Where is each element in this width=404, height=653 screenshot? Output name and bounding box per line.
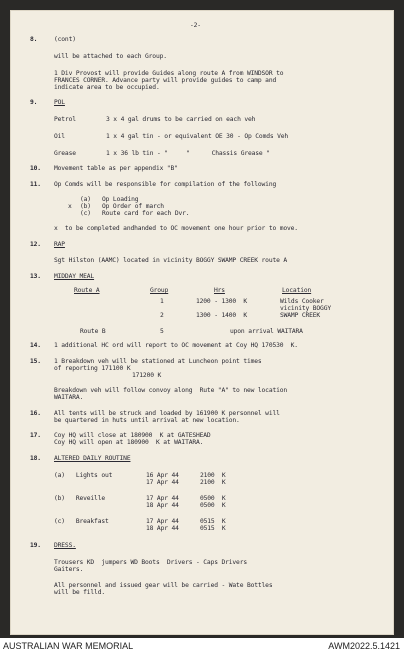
footer-institution: AUSTRALIAN WAR MEMORIAL — [3, 641, 134, 651]
section-17-line: Coy HQ will open at 180900 K at WAITARA. — [54, 439, 204, 446]
section-8-para-line: indicate area to be occupied. — [54, 84, 160, 91]
routine-time: 0500 K — [200, 495, 226, 502]
section-14-number: 14. — [30, 342, 41, 349]
routine-b-label: (b) Reveille — [54, 495, 105, 502]
meal-row-group: 2 — [160, 312, 164, 319]
section-19-line: Trousers KD jumpers WD Boots Drivers - Caps Drivers — [54, 559, 247, 566]
page-number: -2- — [190, 22, 201, 29]
meal-row-group: 1 — [160, 298, 164, 305]
section-9-heading: POL — [54, 99, 65, 106]
section-15-line: 1 Breakdown veh will be stationed at Luncheon point times — [54, 358, 262, 365]
section-18-heading: ALTERED DAILY ROUTINE — [54, 455, 131, 462]
routine-date: 17 Apr 44 — [146, 479, 179, 486]
meal-route-b: Route B — [80, 328, 106, 335]
section-16-line: All tents will be struck and loaded by 161900 K personnel will — [54, 410, 280, 417]
section-15-line: 171200 K — [132, 372, 162, 379]
section-8-para-line: FRANCES CORNER. Advance party will provide guides to camp and — [54, 77, 277, 84]
section-11-c-text: Route card for each Dvr. — [102, 210, 190, 217]
section-11-x-mark: x — [68, 203, 72, 210]
meal-row-location: vicinity BOGGY — [280, 305, 331, 312]
meal-header-hrs: Hrs — [214, 287, 225, 294]
section-11-a-text: Op Loading — [102, 196, 139, 203]
meal-row-location: upon arrival WAITARA — [230, 328, 303, 335]
section-8-heading: (cont) — [54, 36, 76, 43]
routine-time: 0515 K — [200, 518, 226, 525]
section-10-text: Movement table as per appendix "B" — [54, 165, 178, 172]
section-12-text: Sgt Hilston (AAMC) located in vicinity BOGGY SWAMP CREEK route A — [54, 257, 288, 264]
footer-accession-number: AWM2022.5.1421 — [328, 641, 400, 651]
petrol-text: 3 x 4 gal drums to be carried on each veh — [106, 116, 256, 123]
meal-row-location: Wilds Cooker — [280, 298, 324, 305]
meal-header-location: Location — [282, 287, 312, 294]
section-8-number: 8. — [30, 36, 38, 43]
routine-time: 2100 K — [200, 479, 226, 486]
meal-header-group: Group — [150, 287, 169, 294]
grease-text: 1 x 36 lb tin - " " Chassis Grease " — [106, 150, 270, 157]
petrol-label: Petrol — [54, 116, 76, 123]
meal-header-route: Route A — [74, 287, 100, 294]
section-11-note: x to be completed andhanded to OC movement one hour prior to move. — [54, 225, 298, 232]
section-17-number: 17. — [30, 432, 41, 439]
section-19-line: will be filld. — [54, 589, 105, 596]
section-19-number: 19. — [30, 542, 41, 549]
section-15-line: WAITARA. — [54, 394, 84, 401]
routine-date: 18 Apr 44 — [146, 502, 179, 509]
routine-time: 0500 K — [200, 502, 226, 509]
meal-row-group: 5 — [160, 328, 164, 335]
oil-text: 1 x 4 gal tin - or equivalent OE 30 - Op Comds Veh — [106, 133, 289, 140]
section-16-line: be quartered in huts until arrival at new location. — [54, 417, 240, 424]
section-11-a-label: (a) — [80, 196, 91, 203]
archive-footer — [0, 638, 404, 653]
routine-time: 2100 K — [200, 472, 226, 479]
routine-date: 18 Apr 44 — [146, 525, 179, 532]
section-18-number: 18. — [30, 455, 41, 462]
section-11-b-text: Op Order of march — [102, 203, 164, 210]
section-19-line: Gaiters. — [54, 566, 84, 573]
section-16-number: 16. — [30, 410, 41, 417]
routine-date: 17 Apr 44 — [146, 518, 179, 525]
section-12-heading: RAP — [54, 241, 65, 248]
section-9-number: 9. — [30, 99, 38, 106]
section-11-c-label: (c) — [80, 210, 91, 217]
routine-c-label: (c) Breakfast — [54, 518, 109, 525]
routine-date: 16 Apr 44 — [146, 472, 179, 479]
section-19-line: All personnel and issued gear will be carried - Wate Bottles — [54, 582, 273, 589]
meal-row-location: SWAMP CREEK — [280, 312, 321, 319]
section-10-number: 10. — [30, 165, 41, 172]
section-11-b-label: (b) — [80, 203, 91, 210]
section-13-heading: MIDDAY MEAL — [54, 273, 95, 280]
document-page — [10, 10, 394, 635]
section-11-text: Op Comds will be responsible for compilation of the following — [54, 181, 277, 188]
routine-time: 0515 K — [200, 525, 226, 532]
grease-label: Grease — [54, 150, 76, 157]
section-15-line: of reporting 171100 K — [54, 365, 131, 372]
section-11-number: 11. — [30, 181, 41, 188]
oil-label: Oil — [54, 133, 65, 140]
meal-row-hrs: 1300 - 1400 K — [196, 312, 247, 319]
meal-row-hrs: 1200 - 1300 K — [196, 298, 247, 305]
section-15-line: Breakdown veh will follow convoy along Rute "A" to new location — [54, 387, 288, 394]
section-14-text: 1 additional HC ord will report to OC movement at Coy HQ 170530 K. — [54, 342, 298, 349]
section-19-heading: DRESS. — [54, 542, 76, 549]
section-12-number: 12. — [30, 241, 41, 248]
section-17-line: Coy HQ will close at 180900 K at GATESHEAD — [54, 432, 211, 439]
section-13-number: 13. — [30, 273, 41, 280]
section-15-number: 15. — [30, 358, 41, 365]
section-8-line: will be attached to each Group. — [54, 53, 167, 60]
section-8-para-line: 1 Div Provost will provide Guides along route A from WINDSOR to — [54, 70, 284, 77]
routine-a-label: (a) Lights out — [54, 472, 113, 479]
routine-date: 17 Apr 44 — [146, 495, 179, 502]
